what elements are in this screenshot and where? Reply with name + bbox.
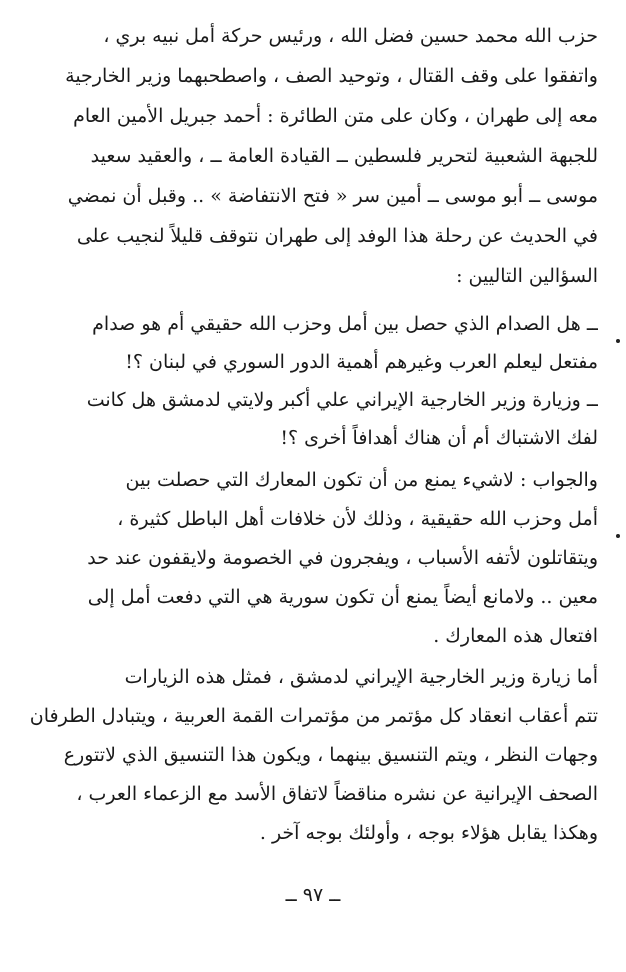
- text-line: للجبهة الشعبية لتحرير فلسطين ــ القيادة العامة ــ ، والعقيد سعيد: [90, 145, 598, 167]
- text-line: افتعال هذه المعارك .: [433, 625, 598, 647]
- text-line: الصحف الإيرانية عن نشره مناقضاً لاتفاق الأسد مع الزعماء العرب ،: [76, 783, 598, 805]
- text-line: ــ وزيارة وزير الخارجية الإيراني علي أكبر ولايتي لدمشق هل كانت: [86, 389, 598, 411]
- text-line: وهكذا يقابل هؤلاء بوجه ، وأولئك بوجه آخر .: [259, 822, 598, 844]
- text-line: تتم أعقاب انعقاد كل مؤتمر من مؤتمرات القمة العربية ، ويتبادل الطرفان: [29, 705, 598, 727]
- text-line: ويتقاتلون لأتفه الأسباب ، ويفجرون في الخصومة ولايقفون عند حد: [87, 547, 598, 569]
- margin-dot: [616, 339, 620, 343]
- text-line: واتفقوا على وقف القتال ، وتوحيد الصف ، واصطحبهما وزير الخارجية: [65, 65, 598, 87]
- paragraph-3: [26, 461, 598, 656]
- text-line: والجواب : لاشيء يمنع من أن تكون المعارك التي حصلت بين: [125, 469, 598, 491]
- text-line: أما زيارة وزير الخارجية الإيراني لدمشق ، فمثل هذه الزيارات: [124, 666, 598, 688]
- paragraph-1: [26, 16, 598, 296]
- text-line: لفك الاشتباك أم أن هناك أهدافاً أخرى ؟!: [280, 427, 598, 449]
- paragraph-2: [26, 305, 598, 457]
- text-line: وجهات النظر ، ويتم التنسيق بينهما ، ويكون هذا التنسيق الذي لاتتورع: [63, 744, 598, 766]
- text-line: معين .. ولامانع أيضاً يمنع أن تكون سورية هي التي دفعت أمل إلى: [87, 586, 598, 608]
- text-line: ــ هل الصدام الذي حصل بين أمل وحزب الله حقيقي أم هو صدام: [92, 313, 598, 335]
- margin-dot: [616, 534, 620, 538]
- text-line: أمل وحزب الله حقيقية ، وذلك لأن خلافات أهل الباطل كثيرة ،: [117, 508, 598, 530]
- text-line: السؤالين التاليين :: [456, 265, 598, 287]
- paragraph-4: [26, 658, 598, 853]
- text-line: مفتعل ليعلم العرب وغيرهم أهمية الدور السوري في لبنان ؟!: [125, 351, 598, 373]
- text-line: حزب الله محمد حسين فضل الله ، ورئيس حركة أمل نبيه بري ،: [103, 25, 598, 47]
- page-number: ــ ٩٧ ــ: [285, 884, 341, 906]
- text-line: معه إلى طهران ، وكان على متن الطائرة : أحمد جبريل الأمين العام: [73, 105, 598, 127]
- text-line: في الحديث عن رحلة هذا الوفد إلى طهران نتوقف قليلاً لنجيب على: [76, 225, 598, 247]
- text-line: موسى ــ أبو موسى ــ أمين سر « فتح الانتفاضة » .. وقبل أن نمضي: [67, 185, 598, 207]
